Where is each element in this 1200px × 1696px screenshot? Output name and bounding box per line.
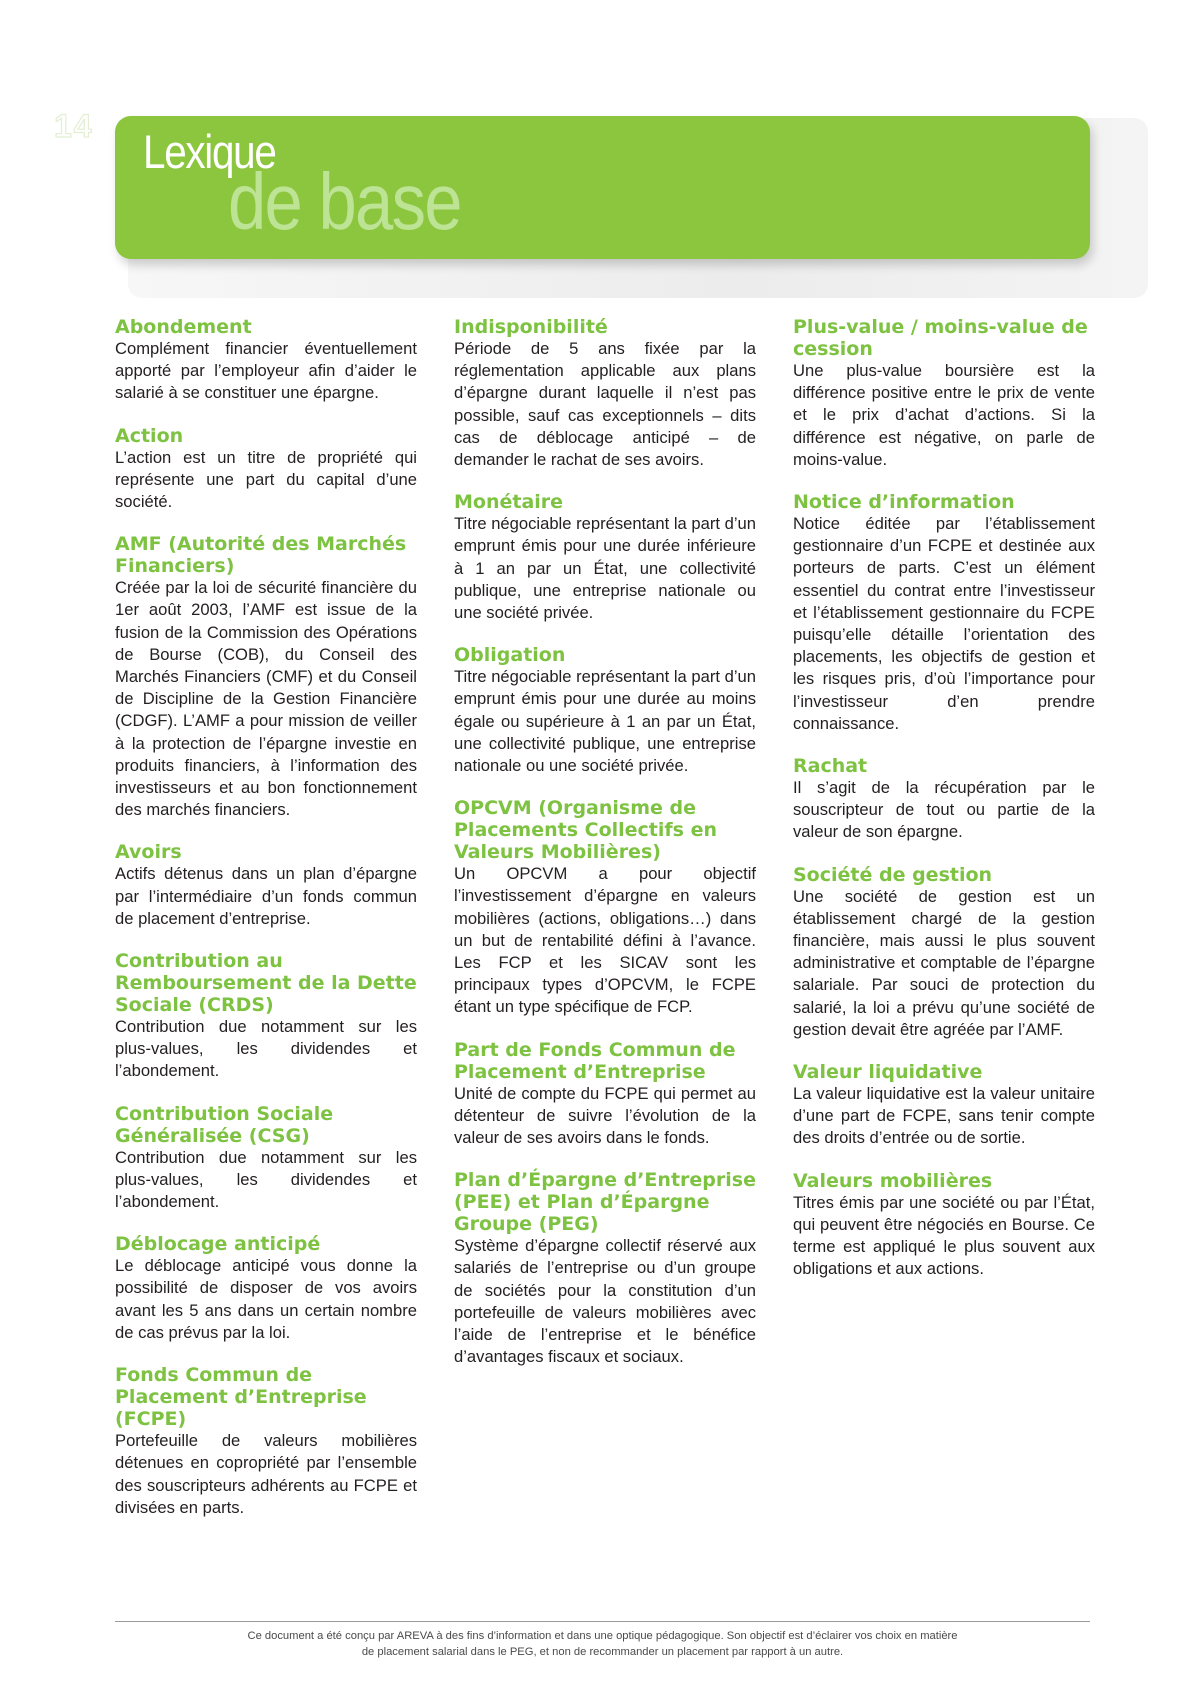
glossary-term: Abondement	[115, 316, 252, 338]
title-banner	[115, 116, 1090, 259]
glossary-entry-plus-value	[793, 316, 1095, 471]
footer-line-1: Ce document a été conçu par AREVA à des fins d’information et dans une optique pédagogique. Son objectif est d’éclairer vos choix en matière	[247, 1630, 958, 1642]
glossary-definition: Période de 5 ans fixée par la réglementation applicable aux plans d’épargne durant laquelle il n’est pas possible, sauf cas exceptionnels – dits cas de déblocage anticipé – de demander le rachat de ses avoirs.	[454, 339, 756, 470]
glossary-definition: Portefeuille de valeurs mobilières détenues en copropriété par l’ensemble des souscripteurs adhérents au FCPE et divisées en parts.	[115, 1431, 417, 1517]
glossary-term: Plan d’Épargne d’Entreprise (PEE) et Plan d’Épargne Groupe (PEG)	[454, 1169, 756, 1236]
glossary-entry-avoirs	[115, 841, 417, 930]
glossary-term: Notice d’information	[793, 491, 1015, 514]
footer-disclaimer	[115, 1628, 1090, 1660]
glossary-entry-amf	[115, 533, 417, 821]
page-number: 14	[54, 108, 94, 144]
glossary-entry-action	[115, 425, 417, 514]
glossary-term: Part de Fonds Commun de Placement d’Entreprise	[454, 1038, 736, 1083]
glossary-term: AMF (Autorité des Marchés Financiers)	[115, 533, 407, 578]
glossary-term: Avoirs	[115, 841, 182, 864]
glossary-entry-part-fcpe	[454, 1039, 756, 1150]
footer-line-2: de placement salarial dans le PEG, et non de recommander un placement par rapport à un autre.	[361, 1646, 844, 1658]
glossary-term: Obligation	[454, 644, 566, 667]
glossary-definition: Contribution due notamment sur les plus-values, les dividendes et l’abondement.	[115, 1147, 417, 1212]
glossary-term: Plus-value / moins-value de cession	[793, 316, 1088, 360]
glossary-term: OPCVM (Organisme de Placements Collectifs en Valeurs Mobilières)	[454, 797, 717, 864]
glossary-term: Monétaire	[454, 491, 564, 514]
glossary-entry-pee-peg	[454, 1169, 756, 1368]
glossary-term: Indisponibilité	[454, 316, 608, 338]
glossary-definition: Le déblocage anticipé vous donne la possibilité de disposer de vos avoirs avant les 5 ans dans un certain nombre de cas prévus par la loi.	[115, 1256, 417, 1342]
glossary-definition: Notice éditée par l’établissement gestionnaire d’un FCPE et destinée aux porteurs de parts. C’est un élément essentiel du contrat entre l’investisseur et l’établissement gestionnaire du FCPE puisqu’elle détaille l’orientation des placements, les objectifs de gestion et les risques pris, d’où l’importance pour l’investisseur d’en prendre connaissance.	[793, 514, 1095, 733]
glossary-term: Valeurs mobilières	[793, 1169, 993, 1192]
glossary-term: Contribution au Remboursement de la Dette Sociale (CRDS)	[115, 950, 417, 1017]
glossary-definition: Système d’épargne collectif réservé aux salariés de l’entreprise ou d’un groupe de sociétés pour la constitution d’un portefeuille de valeurs mobilières avec l’aide de l’entreprise et le bénéfice d’avantages fiscaux et sociaux.	[454, 1236, 756, 1367]
glossary-definition: Titre négociable représentant la part d’un emprunt émis pour une durée au moins égale ou supérieure à 1 an par un État, une collectivité publique, une entreprise nationale ou une société privée.	[454, 667, 756, 776]
glossary-entry-fcpe	[115, 1364, 417, 1519]
glossary-definition: Une société de gestion est un établissement chargé de la gestion financière, mais aussi le plus souvent administrative et comptable de l’épargne salariale. Par souci de protection du salarié, la loi a prévu qu’une société de gestion devait être agréée par l’AMF.	[793, 886, 1095, 1039]
glossary-entry-monetaire	[454, 491, 756, 624]
footer-divider	[115, 1621, 1090, 1622]
glossary-entry-notice-information	[793, 491, 1095, 735]
glossary-term: Fonds Commun de Placement d’Entreprise (FCPE)	[115, 1364, 367, 1431]
glossary-entry-csg	[115, 1103, 417, 1214]
glossary-definition: Un OPCVM a pour objectif l’investissement d’épargne en valeurs mobilières (actions, obligations…) dans un but de rentabilité défini à l’avance. Les FCP et les SICAV sont les principaux types d’OPCVM, le FCPE étant un type spécifique de FCP.	[454, 864, 756, 1017]
glossary-entry-obligation	[454, 644, 756, 777]
glossary-entry-rachat	[793, 755, 1095, 844]
glossary-entry-indisponibilite	[454, 316, 756, 471]
page-title-line2: de base	[228, 157, 461, 246]
glossary-entry-crds	[115, 950, 417, 1083]
glossary-entry-societe-gestion	[793, 864, 1095, 1041]
glossary-definition: Titres émis par une société ou par l’État, qui peuvent être négociés en Bourse. Ce terme est appliqué le plus souvent aux obligations et aux actions.	[793, 1192, 1095, 1279]
glossary-term: Contribution Sociale Généralisée (CSG)	[115, 1102, 334, 1147]
page-title-line1: Lexique	[143, 125, 276, 178]
glossary-definition: Une plus-value boursière est la différence positive entre le prix de vente et le prix d’achat d’actions. Si la différence est négative, on parle de moins-value.	[793, 361, 1095, 469]
glossary-definition: Titre négociable représentant la part d’un emprunt émis pour une durée inférieure à 1 an par un État, une collectivité publique, une entreprise nationale ou une société privée.	[454, 514, 756, 623]
glossary-definition: L’action est un titre de propriété qui représente une part du capital d’une société.	[115, 447, 417, 512]
glossary-definition: Actifs détenus dans un plan d’épargne par l’intermédiaire d’un fonds commun de placement d’entreprise.	[115, 864, 417, 928]
glossary-entry-valeurs-mobilieres	[793, 1170, 1095, 1281]
glossary-term: Rachat	[793, 755, 868, 778]
glossary-definition: La valeur liquidative est la valeur unitaire d’une part de FCPE, sans tenir compte des droits d’entrée ou de sortie.	[793, 1084, 1095, 1148]
glossary-term: Société de gestion	[793, 863, 993, 886]
glossary-column-2	[454, 316, 756, 1389]
glossary-entry-deblocage-anticipe	[115, 1233, 417, 1344]
glossary-entry-abondement	[115, 316, 417, 405]
glossary-column-3	[793, 316, 1095, 1301]
glossary-term: Déblocage anticipé	[115, 1233, 321, 1256]
glossary-entry-opcvm	[454, 797, 756, 1018]
glossary-column-1	[115, 316, 417, 1539]
glossary-definition: Unité de compte du FCPE qui permet au détenteur de suivre l’évolution de la valeur de ses avoirs dans le fonds.	[454, 1083, 756, 1148]
glossary-term: Valeur liquidative	[793, 1061, 983, 1084]
glossary-definition: Complément financier éventuellement apporté par l’employeur afin d’aider le salarié à se constituer une épargne.	[115, 339, 417, 403]
glossary-term: Action	[115, 424, 184, 447]
glossary-definition: Il s’agit de la récupération par le souscripteur de tout ou partie de la valeur de son épargne.	[793, 778, 1095, 842]
glossary-entry-valeur-liquidative	[793, 1061, 1095, 1150]
glossary-definition: Contribution due notamment sur les plus-values, les dividendes et l’abondement.	[115, 1017, 417, 1081]
glossary-definition: Créée par la loi de sécurité financière du 1er août 2003, l’AMF est issue de la fusion de la Commission des Opérations de Bourse (COB), du Conseil des Marchés Financiers (CMF) et du Conseil de Discipline de la Gestion Financière (CDGF). L’AMF a pour mission de veiller à la protection de l’épargne investie en produits financiers, à l’information des investisseurs et au bon fonctionnement des marchés financiers.	[115, 578, 417, 820]
